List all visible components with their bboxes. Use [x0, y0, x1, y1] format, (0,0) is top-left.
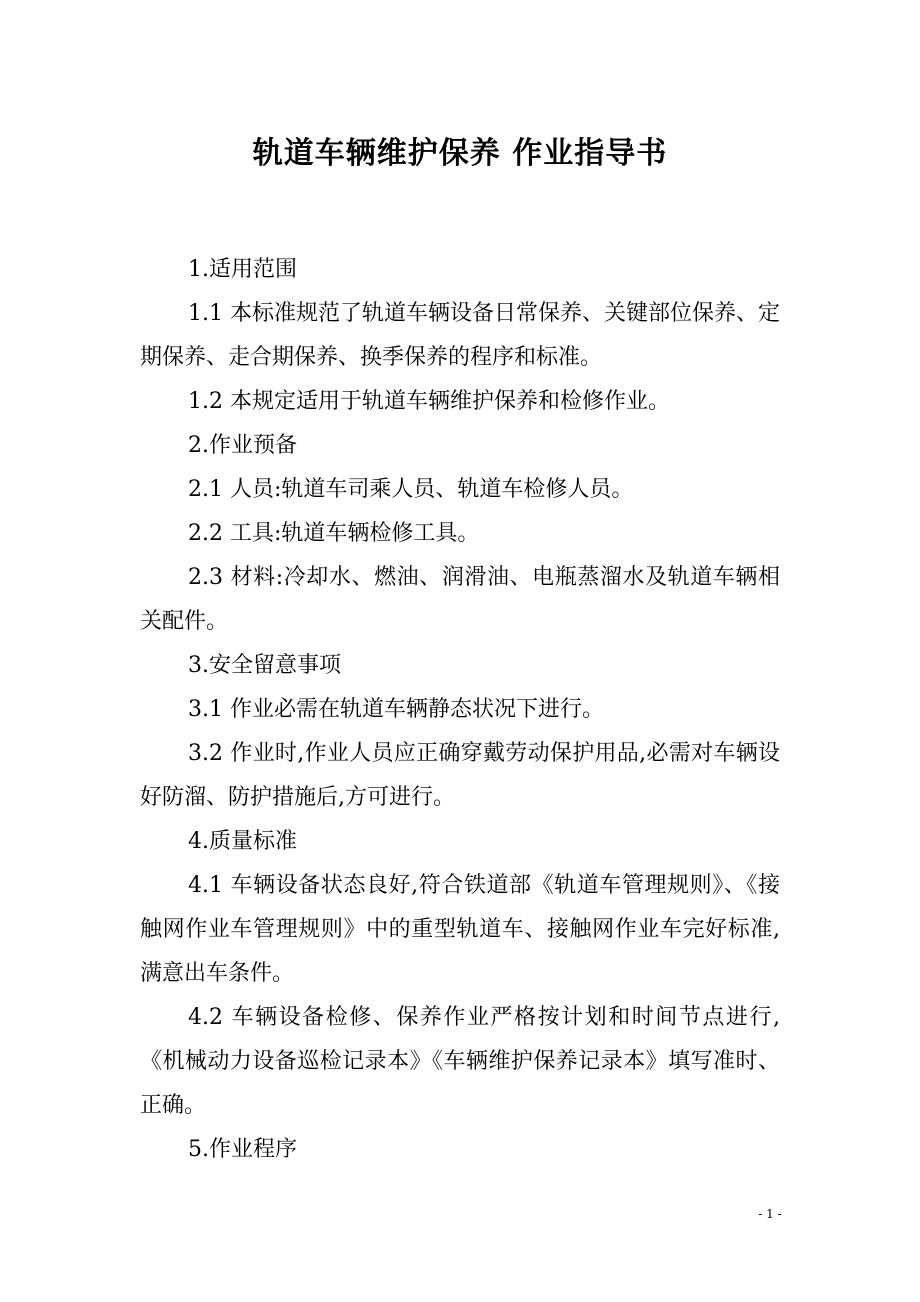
paragraph-2-3: 2.3 材料:冷却水、燃油、润滑油、电瓶蒸溜水及轨道车辆相关配件。	[140, 565, 780, 634]
paragraph-4-2: 4.2 车辆设备检修、保养作业严格按计划和时间节点进行,《机械动力设备巡检记录本》《车辆维护保养记录本》填写准时、正确。	[140, 1005, 780, 1118]
page-number: - 1 -	[758, 1207, 782, 1221]
paragraph-1-2: 1.2 本规定适用于轨道车辆维护保养和检修作业。	[188, 389, 670, 414]
paragraph-3-2: 3.2 作业时,作业人员应正确穿戴劳动保护用品,必需对车辆设好防溜、防护措施后,方可进行。	[140, 741, 780, 810]
section-heading-quality: 4.质量标准	[188, 829, 297, 854]
paragraph-2-2: 2.2 工具:轨道车辆检修工具。	[188, 521, 480, 546]
section-heading-preparation: 2.作业预备	[188, 433, 297, 458]
section-heading-scope: 1.适用范围	[188, 257, 297, 282]
paragraph-2-1: 2.1 人员:轨道车司乘人员、轨道车检修人员。	[188, 477, 634, 502]
section-heading-safety: 3.安全留意事项	[188, 653, 341, 678]
section-heading-procedure: 5.作业程序	[188, 1137, 297, 1162]
document-title: 轨道车辆维护保养 作业指导书	[252, 136, 668, 171]
document-body	[140, 248, 780, 1172]
paragraph-1-1: 1.1 本标准规范了轨道车辆设备日常保养、关键部位保养、定期保养、走合期保养、换季保养的程序和标准。	[140, 301, 780, 370]
paragraph-4-1: 4.1 车辆设备状态良好,符合铁道部《轨道车管理规则》、《接触网作业车管理规则》中的重型轨道车、接触网作业车完好标准,满意出车条件。	[140, 873, 780, 986]
paragraph-3-1: 3.1 作业必需在轨道车辆静态状况下进行。	[188, 697, 604, 722]
